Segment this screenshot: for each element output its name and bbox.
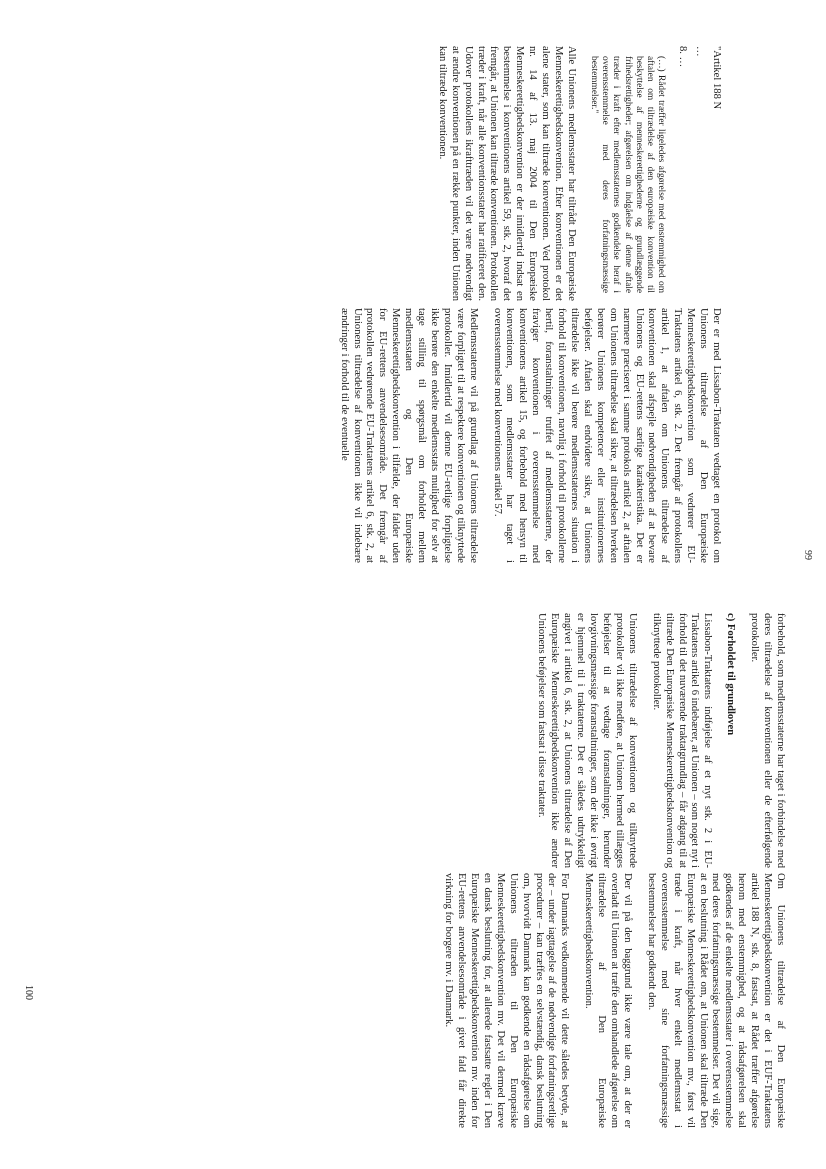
paragraph: Lissabon-Traktatens indføjelse af et nyt stk. 2 i EU-Traktatens artikel 6 indebærer, at Unionen – som noget nyt i forhold til det nuværende traktatgrundlag – får adgang til at tiltræde Den Europæiske Menneskerettighedskonvention og tilknyttede protokoller. [650, 613, 714, 868]
text-column-right [326, 308, 722, 563]
paragraph: Om Unionens tiltrædelse af Den Europæiske Menneskerettighedskonvention er det i EUF-Traktatens artikel 188 N, stk. 8, fastsat, at Rådet træffer afgørelse herom med enstemmighed, og at rådsafgørelsen skal godkendes af de enkelte medlemsstater i overensstemmelse med deres forfatningsmæssige bestemmelser. Det vil sige, at en beslutning i Rådet om, at Unionen skal tiltræde Den Europæiske Menneskerettighedskonvention mv., først vil træde i kraft, når hver enkelt medlemsstat i overensstemmelse med sine forfatningsmæssige bestemmelser har godkendt den. [645, 873, 786, 1128]
page-number: 100 [23, 985, 34, 1000]
text-column-right [430, 873, 786, 1128]
page-99 [0, 0, 826, 584]
paragraph: Unionens tiltrædelse af konventionen og tilknyttede protokoller vil ikke medføre, at Unionen hermed tillægges beføjelser til at vedtage foranstaltninger, herunder lovgivningsmæssige foranstaltninger, som der ikke i øvrigt er hjemmel til i traktaterne. Det er således udtrykkeligt angivet i artikel 6, stk. 2, at Unionens tiltrædelse af Den Europæiske Menneskerettighedskonvention ikke ændrer Unionens beføjelser som fastsat i disse traktater. [536, 613, 638, 868]
article-heading-quote: "Artikel 188 N [711, 46, 722, 110]
text-column-left [524, 613, 786, 868]
section-heading: c) Forholdet til grundloven [725, 613, 737, 736]
paragraph: For Danmarks vedkommende vil dette således betyde, at der – under iagttagelse af de nødvendige forfatningsretlige procedurer – kan træffes en selvstændig, dansk beslutning om, hvorvidt Danmark kan godkende en rådsafgørelse om Unionens tiltræden til Den Europæiske Menneskerettighedskonvention mv. Det vil dermed kræve en dansk beslutning for, at allerede fastsatte regler i Den Europæiske Menneskerettighedskonvention mv. inden for EU-rettens anvendelsesområde i givet fald får direkte virkning for borgere mv. i Danmark. [443, 873, 571, 1128]
paragraph: Medlemsstaterne vil på grundlag af Unionens tiltrædelse være forpligtet til at respektere konventionen og tilknyttede protokoller. Imidlertid vil denne EU-retlige forpligtelse ikke berøre den enkelte medlemsstats mulighed for selv at tage stilling til spørgsmål om forholdet mellem medlemsstaten og Den Europæiske Menneskerettighedskonvention i tilfælde, der falder uden for EU-rettens anvendelsesområde. Det fremgår af protokollen vedrørende EU-Traktatens artikel 6, stk. 2, at Unionens tiltrædelse af konventionen ikke vil indebære ændringer i forhold til de eventuelle [338, 308, 479, 563]
paragraph: Der er med Lissabon-Traktaten vedtaget en protokol om Unionens tiltrædelse af Den Europæiske Menneskerettighedskonvention som vedrører EU-Traktatens artikel 6, stk. 2. Det fremgår af protokollens artikel 1, at aftalen om Unionens tiltrædelse af konventionen skal afspejle nødvendigheden af at bevare Unionens og EU-rettens særlige karakteristika. Det er nærmere præciseret i samme protokols artikel 2, at aftalen om Unionens tiltrædelse skal sikre, at tiltrædelsen hverken berører Unionens kompetencer eller institutionernes beføjelser. Aftalen skal endvidere sikre, at Unionens tiltrædelse ikke vil berøre medlemsstaternes situation i forhold til konventionen, navnlig i forhold til protokollerne hertil, foranstaltninger truffet af medlemsstaterne, der fraviger konventionen i overensstemmelse med konventionens artikel 15, og forbehold med hensyn til konventionen, som medlemsstater har taget i overensstemmelse med konventionens artikel 57. [491, 308, 722, 563]
page-100 [0, 585, 826, 1169]
paragraph: Der vil på den baggrund ikke være tale om, at der er overladt til Unionen at træffe den omhandlede afgørelse om tiltrædelse af Den Europæiske Menneskerettighedskonvention. [583, 873, 634, 1128]
paragraph: Alle Unionens medlemsstater har tiltrådt Den Europæiske Menneskerettighedskonvention. Efter konventionen er det alene stater, som kan tiltræde konventionen. Ved protokol nr. 14 af 13. maj 2004 til Den Europæiske Menneskerettighedskonvention er der imidlertid indsat en bestemmelse i konventionens artikel 59, stk. 2, hvoraf det fremgår, at Unionen kan tiltræde konventionen. Protokollen træder i kraft, når alle konventionsstater har ratificeret den. Udover protokollens ikrafttræden vil det være nødvendigt at ændre konventionen på en række punkter, inden Unionen kan tiltræde konventionen. [436, 46, 577, 301]
text-column-left [424, 46, 722, 301]
paragraph: forbehold, som medlemsstaterne har taget i forbindelse med deres tiltrædelse af konventionen eller de efterfølgende protokoller. [749, 613, 786, 868]
page-number: 99 [802, 550, 813, 560]
quoted-provision: (…) Rådet træffer ligeledes afgørelse med enstemmighed om aftalen om tiltrædelse af den europæiske konvention til beskyttelse af menneskerettighederne og grundlæggende frihedsrettigheder; afgørelsen om indgåelse af denne aftale træder i kraft efter medlemsstaternes godkendelse heraf i overensstemmelse med deres forfatningsmæssige bestemmelser." [589, 56, 667, 293]
ellipsis-line: … [694, 46, 706, 57]
numbered-ellipsis: 8. … [677, 46, 689, 68]
